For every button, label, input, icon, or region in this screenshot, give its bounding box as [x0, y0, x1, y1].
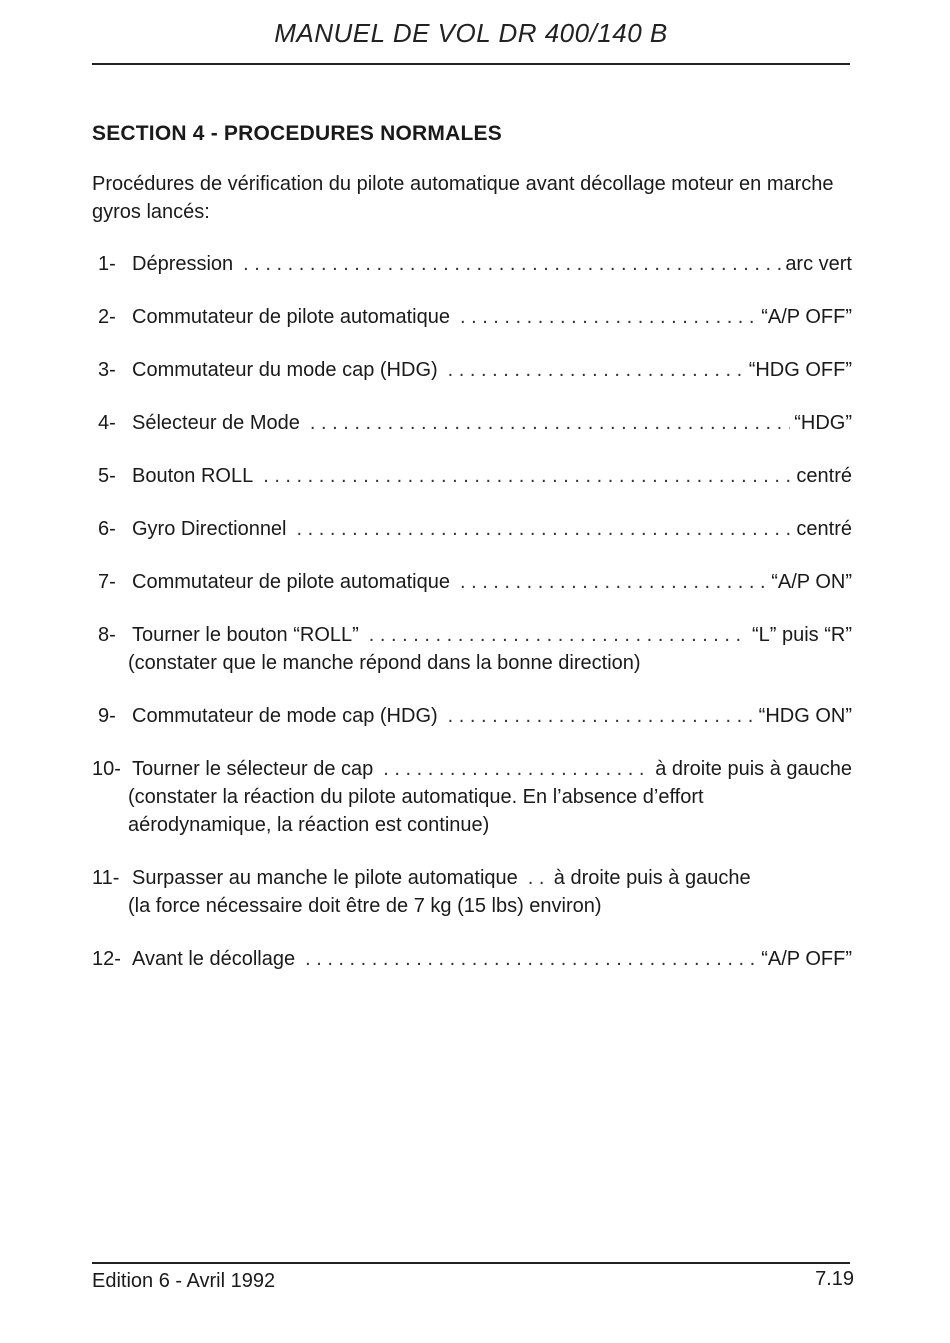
item-value: “HDG OFF” — [748, 359, 852, 381]
checklist-item — [92, 945, 852, 973]
item-number: 1- — [98, 253, 116, 275]
item-label: Gyro Directionnel — [132, 518, 287, 540]
leader-dots — [460, 568, 767, 596]
item-value: centré — [796, 518, 852, 540]
checklist-item — [92, 515, 852, 543]
item-value: arc vert — [785, 253, 852, 275]
item-value: “A/P OFF” — [761, 948, 852, 970]
item-value: “HDG ON” — [758, 705, 852, 727]
item-value: à droite puis à gauche — [655, 758, 852, 780]
item-label: Surpasser au manche le pilote automatique — [132, 867, 518, 889]
item-number: 7- — [98, 571, 116, 593]
section-title: SECTION 4 - PROCEDURES NORMALES — [92, 122, 502, 145]
item-label: Commutateur de pilote automatique — [132, 571, 450, 593]
item-value: “A/P OFF” — [761, 306, 852, 328]
item-label: Avant le décollage — [132, 948, 296, 970]
item-label: Commutateur du mode cap (HDG) — [132, 359, 438, 381]
item-value: “L” puis “R” — [751, 624, 852, 646]
item-label: Sélecteur de Mode — [132, 412, 300, 434]
checklist — [92, 250, 852, 973]
leader-dots — [448, 702, 755, 730]
leader-dots — [383, 755, 651, 783]
item-number: 2- — [98, 306, 116, 328]
item-value: “HDG” — [794, 412, 852, 434]
leader-dots — [460, 303, 757, 331]
leader-dots — [448, 356, 745, 384]
checklist-item — [92, 250, 852, 278]
item-label: Commutateur de pilote automatique — [132, 306, 450, 328]
item-label: Bouton ROLL — [132, 465, 254, 487]
item-note: (constater que le manche répond dans la bonne direction) — [128, 652, 641, 674]
item-number: 6- — [98, 518, 116, 540]
intro-paragraph: Procédures de vérification du pilote automatique avant décollage moteur en marche gyros lancés: — [92, 173, 834, 223]
item-label: Tourner le bouton “ROLL” — [132, 624, 359, 646]
header-divider — [92, 63, 850, 65]
checklist-item — [92, 755, 852, 839]
item-label: Tourner le sélecteur de cap — [132, 758, 374, 780]
checklist-item — [92, 702, 852, 730]
footer-edition: Edition 6 - Avril 1992 — [92, 1270, 276, 1292]
item-number: 10- — [92, 758, 121, 780]
item-number: 3- — [98, 359, 116, 381]
leader-dots — [305, 945, 757, 973]
item-label: Dépression — [132, 253, 234, 275]
checklist-item — [92, 568, 852, 596]
checklist-item — [92, 356, 852, 384]
item-number: 4- — [98, 412, 116, 434]
checklist-item — [92, 409, 852, 437]
item-value: centré — [796, 465, 852, 487]
item-number: 11- — [92, 867, 120, 889]
checklist-item — [92, 621, 852, 677]
footer-divider — [92, 1262, 850, 1264]
leader-dots — [369, 621, 748, 649]
leader-dots — [310, 409, 790, 437]
checklist-item — [92, 864, 852, 920]
leader-dots — [528, 864, 550, 892]
footer-page-number: 7.19 — [815, 1268, 854, 1290]
page-header-title: MANUEL DE VOL DR 400/140 B — [274, 18, 668, 48]
leader-dots — [297, 515, 793, 543]
leader-dots — [243, 250, 781, 278]
item-number: 12- — [92, 948, 121, 970]
item-number: 8- — [98, 624, 116, 646]
leader-dots — [263, 462, 792, 490]
item-label: Commutateur de mode cap (HDG) — [132, 705, 438, 727]
item-number: 5- — [98, 465, 116, 487]
item-value: “A/P ON” — [771, 571, 852, 593]
checklist-item — [92, 303, 852, 331]
checklist-item — [92, 462, 852, 490]
item-value: à droite puis à gauche — [553, 867, 751, 889]
item-note: (constater la réaction du pilote automatique. En l’absence d’effort aérodynamique, la réaction est continue) — [128, 786, 704, 836]
item-number: 9- — [98, 705, 116, 727]
item-note: (la force nécessaire doit être de 7 kg (15 lbs) environ) — [128, 895, 602, 917]
